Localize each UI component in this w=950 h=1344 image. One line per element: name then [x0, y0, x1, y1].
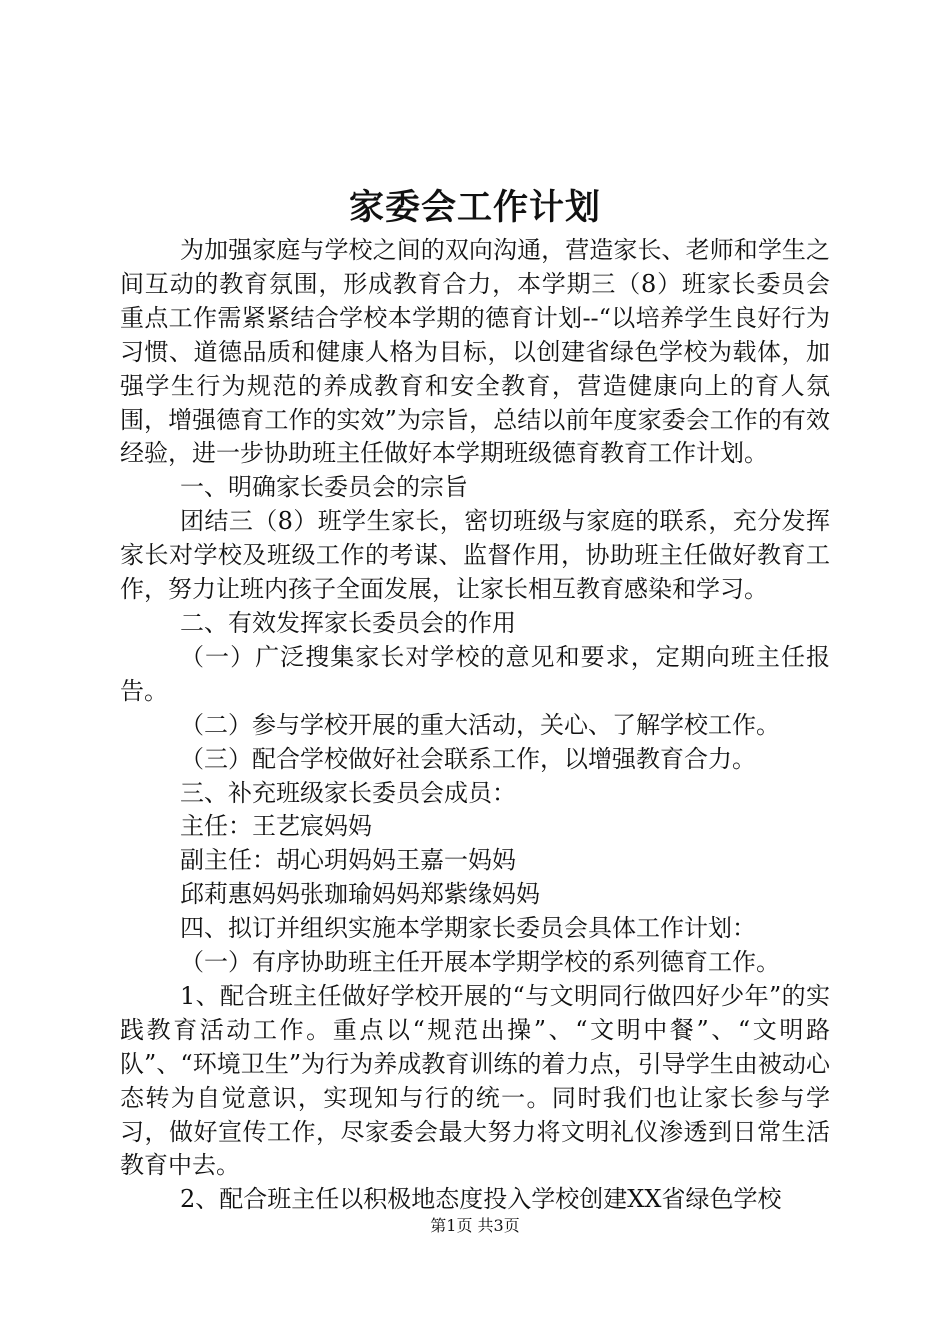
section-heading-1: 一、明确家长委员会的宗旨 [180, 473, 468, 502]
section-1-paragraph: 团结三（8）班学生家长，密切班级与家庭的联系，充分发挥家长对学校及班级工作的考谋、监督作用，协助班主任做好教育工作，努力让班内孩子全面发展，让家长相互教育感染和学习。 [120, 507, 830, 604]
member-vice-directors: 副主任：胡心玥妈妈王嘉一妈妈 [180, 846, 516, 875]
section-heading-2: 二、有效发挥家长委员会的作用 [180, 608, 516, 637]
document-title: 家委会工作计划 [348, 187, 601, 228]
section-2-item-2: （二）参与学校开展的重大活动，关心、了解学校工作。 [180, 710, 780, 739]
section-4-item-1: （一）有序协助班主任开展本学期学校的系列德育工作。 [180, 948, 780, 977]
section-4-point-1: 1、配合班主任做好学校开展的“与文明同行做四好少年”的实践教育活动工作。重点以“规范出操”、“文明中餐”、“文明路队”、“环境卫生”为行为养成教育训练的着力点，引导学生由被动心态转为自觉意识，实现知与行的统一。同时我们也让家长参与学习，做好宣传工作，尽家委会最大努力将文明礼仪渗透到日常生活教育中去。 [120, 981, 830, 1180]
intro-paragraph: 为加强家庭与学校之间的双向沟通，营造家长、老师和学生之间互动的教育氛围，形成教育合力，本学期三（8）班家长委员会重点工作需紧紧结合学校本学期的德育计划--“以培养学生良好行为习惯、道德品质和健康人格为目标，以创建省绿色学校为载体，加强学生行为规范的养成教育和安全教育，营造健康向上的育人氛围，增强德育工作的实效”为宗旨，总结以前年度家委会工作的有效经验，进一步协助班主任做好本学期班级德育教育工作计划。 [120, 236, 830, 468]
section-heading-4: 四、拟订并组织实施本学期家长委员会具体工作计划： [180, 914, 756, 943]
section-4-point-2: 2、配合班主任以积极地态度投入学校创建XX省绿色学校 [180, 1185, 782, 1214]
section-2-item-3: （三）配合学校做好社会联系工作，以增强教育合力。 [180, 744, 756, 773]
member-director: 主任：王艺宸妈妈 [180, 812, 372, 841]
document-body [120, 234, 830, 1217]
page-footer: 第1页 共3页 [430, 1216, 520, 1235]
member-others: 邱莉惠妈妈张珈瑜妈妈郑紫缘妈妈 [180, 880, 540, 909]
section-heading-3: 三、补充班级家长委员会成员： [180, 778, 516, 807]
section-2-item-1: （一）广泛搜集家长对学校的意见和要求，定期向班主任报告。 [120, 642, 830, 705]
